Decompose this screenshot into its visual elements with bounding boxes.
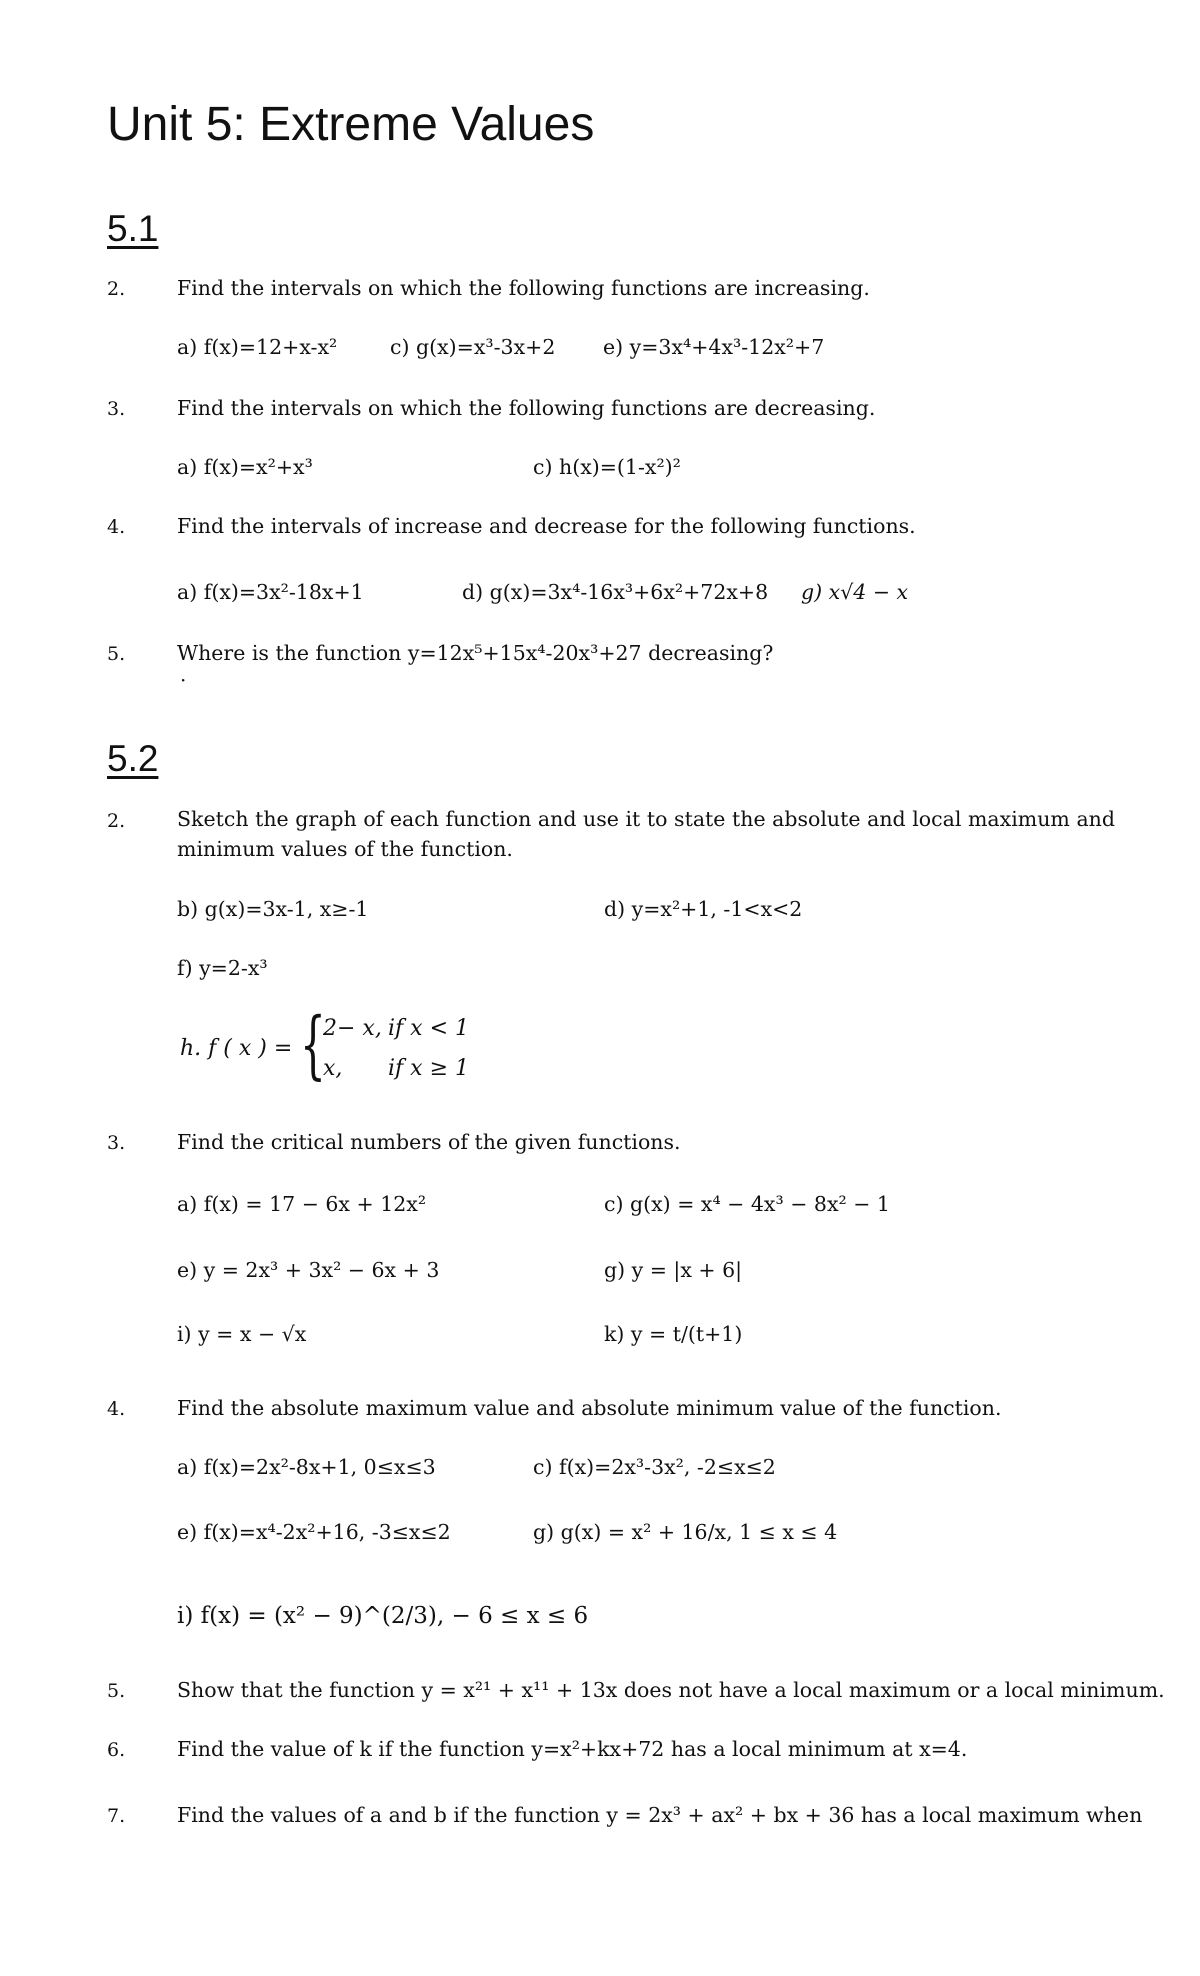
section-heading-5-2: 5.2: [107, 738, 159, 779]
piecewise-case1-cond: if x < 1: [388, 1016, 469, 1041]
problem-part: b) g(x)=3x-1, x≥-1: [177, 897, 369, 921]
problem-text: Show that the function y = x²¹ + x¹¹ + 13x does not have a local maximum or a local minimum.: [177, 1678, 1165, 1702]
problem-number: 4.: [107, 1398, 126, 1420]
problem-number: 3.: [107, 398, 126, 420]
piecewise-case2-expr: x,: [323, 1056, 343, 1081]
problem-part: e) f(x)=x⁴-2x²+16, -3≤x≤2: [177, 1520, 451, 1544]
problem-part: i) y = x − √x: [177, 1322, 307, 1346]
problem-part: g) y = |x + 6|: [604, 1258, 743, 1282]
problem-number: 7.: [107, 1805, 126, 1827]
piecewise-case1-expr: 2− x,: [323, 1016, 382, 1041]
problem-part: a) f(x)=3x²-18x+1: [177, 580, 364, 604]
problem-part: c) g(x)=x³-3x+2: [390, 335, 556, 359]
problem-text: Sketch the graph of each function and use it to state the absolute and local maximum and minimum values of the function.: [177, 807, 1115, 861]
problem-part: a) f(x)=x²+x³: [177, 455, 313, 479]
problem-part: a) f(x)=12+x-x²: [177, 335, 338, 359]
problem-number: 3.: [107, 1132, 126, 1154]
problem-part: i) f(x) = (x² − 9)^(2/3), − 6 ≤ x ≤ 6: [177, 1603, 589, 1629]
problem-part: d) g(x)=3x⁴-16x³+6x²+72x+8: [462, 580, 769, 604]
piecewise-brace: {: [300, 1002, 326, 1088]
problem-text: Find the intervals on which the following functions are decreasing.: [177, 396, 876, 420]
stray-dot: ·: [180, 668, 187, 692]
problem-part: c) g(x) = x⁴ − 4x³ − 8x² − 1: [604, 1192, 890, 1216]
problem-text: Find the absolute maximum value and absolute minimum value of the function.: [177, 1396, 1002, 1420]
problem-number: 2.: [107, 278, 126, 300]
problem-part: a) f(x) = 17 − 6x + 12x²: [177, 1192, 427, 1216]
problem-part: e) y=3x⁴+4x³-12x²+7: [603, 335, 825, 359]
page-title: Unit 5: Extreme Values: [107, 98, 595, 151]
problem-number: 5.: [107, 1680, 126, 1702]
problem-text: Where is the function y=12x⁵+15x⁴-20x³+27 decreasing?: [177, 641, 774, 665]
problem-part: e) y = 2x³ + 3x² − 6x + 3: [177, 1258, 440, 1282]
problem-part: k) y = t/(t+1): [604, 1322, 743, 1346]
piecewise-case2-cond: if x ≥ 1: [388, 1056, 469, 1081]
problem-number: 5.: [107, 643, 126, 665]
problem-part: g) g(x) = x² + 16/x, 1 ≤ x ≤ 4: [533, 1520, 838, 1544]
problem-text: Find the value of k if the function y=x²+kx+72 has a local minimum at x=4.: [177, 1737, 968, 1761]
problem-text: Find the values of a and b if the function y = 2x³ + ax² + bx + 36 has a local maximum when: [177, 1803, 1143, 1827]
problem-part: c) h(x)=(1-x²)²: [533, 455, 681, 479]
section-heading-5-1: 5.1: [107, 208, 159, 249]
problem-text: Find the intervals on which the following functions are increasing.: [177, 276, 870, 300]
piecewise-label: h. f ( x ) =: [180, 1036, 293, 1061]
problem-number: 4.: [107, 516, 126, 538]
problem-part: c) f(x)=2x³-3x², -2≤x≤2: [533, 1455, 776, 1479]
problem-text: Find the critical numbers of the given functions.: [177, 1130, 681, 1154]
problem-number: 6.: [107, 1739, 126, 1761]
problem-number: 2.: [107, 810, 126, 832]
problem-part: g) x√4 − x: [801, 580, 909, 604]
problem-part: a) f(x)=2x²-8x+1, 0≤x≤3: [177, 1455, 436, 1479]
problem-part: f) y=2-x³: [177, 956, 268, 980]
problem-text: Find the intervals of increase and decrease for the following functions.: [177, 514, 916, 538]
problem-part: d) y=x²+1, -1<x<2: [604, 897, 803, 921]
